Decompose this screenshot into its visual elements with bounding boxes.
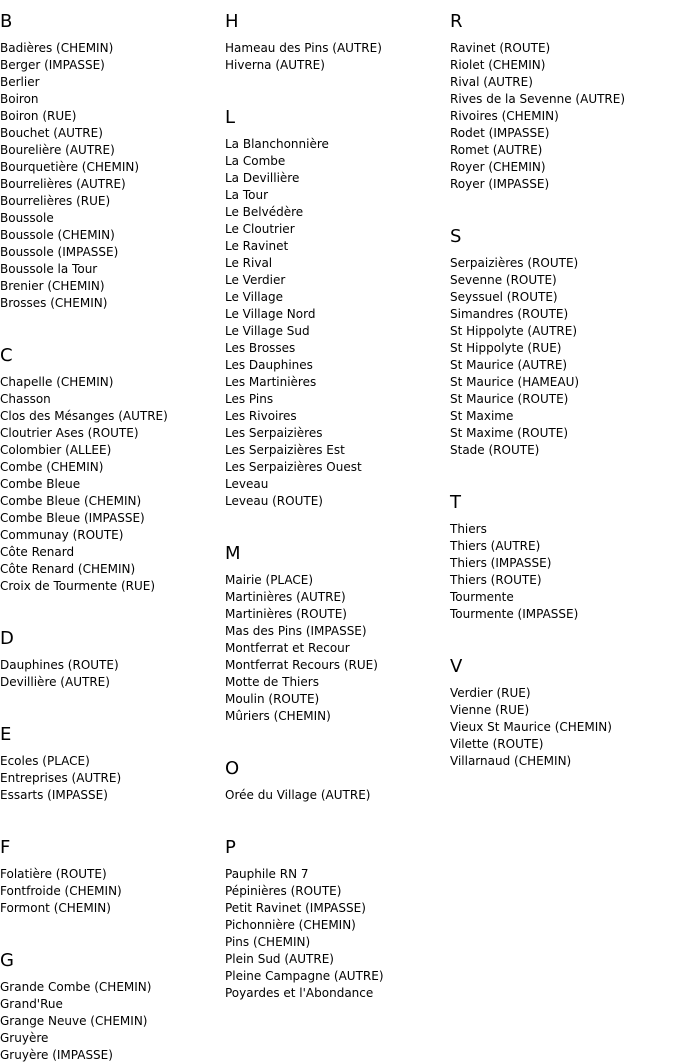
section-letter-heading: M [225,543,241,564]
street-link[interactable]: Chapelle (CHEMIN) [0,375,114,389]
street-link[interactable]: Thiers [450,522,487,536]
street-link[interactable]: Côte Renard [0,545,75,559]
street-link[interactable]: Mairie (PLACE) [225,573,314,587]
street-link[interactable]: Serpaizières (ROUTE) [450,256,579,270]
street-link[interactable]: St Hippolyte (RUE) [450,341,562,355]
street-link[interactable]: Les Serpaizières Ouest [225,460,362,474]
street-link[interactable]: St Maurice (ROUTE) [450,392,569,406]
street-link[interactable]: Martinières (AUTRE) [225,590,346,604]
street-link[interactable]: Grand'Rue [0,997,63,1011]
street-link[interactable]: Boiron (RUE) [0,109,77,123]
street-link[interactable]: Bourrelières (AUTRE) [0,177,126,191]
section-letter-heading: P [225,837,236,858]
street-link[interactable]: Rival (AUTRE) [450,75,533,89]
section-spacer [450,623,675,645]
street-link[interactable]: St Maurice (AUTRE) [450,358,568,372]
street-link[interactable]: Royer (CHEMIN) [450,160,546,174]
street-link[interactable]: Montferrat Recours (RUE) [225,658,378,672]
index-column [450,0,675,770]
street-link[interactable]: Pépinières (ROUTE) [225,884,342,898]
street-link[interactable]: Berger (IMPASSE) [0,58,105,72]
street-list [450,521,675,623]
street-link[interactable]: Entreprises (AUTRE) [0,771,122,785]
street-link[interactable]: Romet (AUTRE) [450,143,543,157]
street-link[interactable]: Rodet (IMPASSE) [450,126,550,140]
street-list [0,40,225,312]
letter-section [225,510,450,725]
street-link[interactable]: Combe Bleue (CHEMIN) [0,494,142,508]
street-link[interactable]: St Maurice (HAMEAU) [450,375,580,389]
street-link[interactable]: Motte de Thiers [225,675,319,689]
index-column [225,0,450,1002]
street-link[interactable]: Brenier (CHEMIN) [0,279,105,293]
street-link[interactable]: Pichonnière (CHEMIN) [225,918,356,932]
street-link[interactable]: Boussole [0,211,54,225]
street-link[interactable]: Combe Bleue (IMPASSE) [0,511,145,525]
street-link[interactable]: Mûriers (CHEMIN) [225,709,331,723]
street-link[interactable]: La Blanchonnière [225,137,329,151]
letter-section [0,804,225,917]
letter-section [225,804,450,1002]
street-link[interactable]: Plein Sud (AUTRE) [225,952,334,966]
street-link[interactable]: Côte Renard (CHEMIN) [0,562,136,576]
street-link[interactable]: Tourmente [450,590,514,604]
street-list [450,40,675,193]
street-link[interactable]: Boussole la Tour [0,262,98,276]
street-link[interactable]: Gruyère (IMPASSE) [0,1048,113,1062]
street-link[interactable]: Le Village Sud [225,324,310,338]
street-link[interactable]: Le Village [225,290,283,304]
street-list [225,40,450,74]
letter-section [450,11,675,193]
street-link[interactable]: Rivoires (CHEMIN) [450,109,559,123]
street-link[interactable]: Royer (IMPASSE) [450,177,550,191]
street-link[interactable]: Ecoles (PLACE) [0,754,90,768]
letter-section [0,595,225,691]
letter-section [225,725,450,804]
street-link[interactable]: Colombier (ALLEE) [0,443,112,457]
section-letter-heading: H [225,11,239,32]
street-link[interactable]: Pins (CHEMIN) [225,935,311,949]
street-link[interactable]: Simandres (ROUTE) [450,307,569,321]
street-list [0,657,225,691]
street-link[interactable]: Thiers (IMPASSE) [450,556,552,570]
street-link[interactable]: Rives de la Sevenne (AUTRE) [450,92,626,106]
street-link[interactable]: St Maxime (ROUTE) [450,426,569,440]
street-link[interactable]: Moulin (ROUTE) [225,692,320,706]
street-link[interactable]: Vienne (RUE) [450,703,530,717]
street-link[interactable]: Grange Neuve (CHEMIN) [0,1014,148,1028]
street-list [225,787,450,804]
section-letter-heading: C [0,345,13,366]
street-link[interactable]: Les Serpaizières [225,426,323,440]
street-link[interactable]: Bourrelières (RUE) [0,194,111,208]
street-link[interactable]: Boussole (CHEMIN) [0,228,115,242]
street-link[interactable]: Poyardes et l'Abondance [225,986,374,1000]
street-link[interactable]: Villarnaud (CHEMIN) [450,754,572,768]
street-link[interactable]: La Tour [225,188,269,202]
street-link[interactable]: St Hippolyte (AUTRE) [450,324,578,338]
street-link[interactable]: Le Belvédère [225,205,304,219]
street-link[interactable]: Gruyère [0,1031,49,1045]
section-letter-heading: V [450,656,463,677]
section-letter-heading: E [0,724,12,745]
section-letter-heading: G [0,950,14,971]
street-link[interactable]: Mas des Pins (IMPASSE) [225,624,367,638]
street-link[interactable]: Bouchet (AUTRE) [0,126,103,140]
street-link[interactable]: Verdier (RUE) [450,686,531,700]
street-link[interactable]: Chasson [0,392,51,406]
street-list [225,866,450,1002]
street-link[interactable]: Les Martinières [225,375,317,389]
street-link[interactable]: St Maxime [450,409,514,423]
street-link[interactable]: Bourquetière (CHEMIN) [0,160,140,174]
index-column [0,0,225,1064]
street-link[interactable]: Vilette (ROUTE) [450,737,544,751]
street-link[interactable]: Badières (CHEMIN) [0,41,114,55]
section-letter-heading: F [0,837,11,858]
letter-section [0,917,225,1064]
section-spacer [0,691,225,713]
street-list [450,685,675,770]
street-link[interactable]: Fontfroide (CHEMIN) [0,884,122,898]
section-spacer [0,312,225,334]
section-letter-heading: L [225,107,236,128]
street-link[interactable]: Folatière (ROUTE) [0,867,107,881]
street-link[interactable]: Essarts (IMPASSE) [0,788,108,802]
street-list [0,866,225,917]
street-link[interactable]: Thiers (AUTRE) [450,539,541,553]
street-link[interactable]: Les Pins [225,392,274,406]
street-list [225,572,450,725]
street-link[interactable]: Combe (CHEMIN) [0,460,104,474]
section-letter-heading: T [450,492,461,513]
street-link[interactable]: Vieux St Maurice (CHEMIN) [450,720,612,734]
street-link[interactable]: Croix de Tourmente (RUE) [0,579,156,593]
street-link[interactable]: Riolet (CHEMIN) [450,58,546,72]
street-link[interactable]: Stade (ROUTE) [450,443,540,457]
street-link[interactable]: Sevenne (ROUTE) [450,273,557,287]
street-list [0,979,225,1064]
section-spacer [450,459,675,481]
street-link[interactable]: La Combe [225,154,286,168]
street-link[interactable]: Berlier [0,75,40,89]
section-spacer [225,804,450,826]
street-link[interactable]: Pleine Campagne (AUTRE) [225,969,384,983]
section-letter-heading: S [450,226,462,247]
street-link[interactable]: Leveau [225,477,269,491]
street-link[interactable]: Grande Combe (CHEMIN) [0,980,152,994]
street-link[interactable]: Tourmente (IMPASSE) [450,607,579,621]
street-link[interactable]: Boiron [0,92,39,106]
letter-section [450,193,675,459]
street-link[interactable]: Dauphines (ROUTE) [0,658,119,672]
section-letter-heading: D [0,628,14,649]
section-spacer [225,725,450,747]
street-link[interactable]: Petit Ravinet (IMPASSE) [225,901,366,915]
section-spacer [0,917,225,939]
section-spacer [0,595,225,617]
street-link[interactable]: Les Brosses [225,341,296,355]
letter-section [450,623,675,770]
section-spacer [225,510,450,532]
street-link[interactable]: Le Cloutrier [225,222,295,236]
street-link[interactable]: Thiers (ROUTE) [450,573,542,587]
section-spacer [0,804,225,826]
street-link[interactable]: Les Rivoires [225,409,297,423]
street-link[interactable]: Ravinet (ROUTE) [450,41,551,55]
street-link[interactable]: Formont (CHEMIN) [0,901,111,915]
street-link[interactable]: Seyssuel (ROUTE) [450,290,558,304]
street-link[interactable]: Brosses (CHEMIN) [0,296,108,310]
street-link[interactable]: Le Ravinet [225,239,289,253]
street-link[interactable]: Devillière (AUTRE) [0,675,110,689]
street-link[interactable]: Le Verdier [225,273,286,287]
section-letter-heading: R [450,11,463,32]
street-list [0,374,225,595]
street-link[interactable]: Pauphile RN 7 [225,867,309,881]
letter-section [450,459,675,623]
street-link[interactable]: Hameau des Pins (AUTRE) [225,41,382,55]
street-link[interactable]: Les Dauphines [225,358,313,372]
street-link[interactable]: Orée du Village (AUTRE) [225,788,371,802]
street-link[interactable]: Cloutrier Ases (ROUTE) [0,426,139,440]
street-link[interactable]: Hiverna (AUTRE) [225,58,325,72]
section-spacer [225,74,450,96]
street-link[interactable]: La Devillière [225,171,300,185]
street-list [0,753,225,804]
section-letter-heading: O [225,758,240,779]
street-link[interactable]: Les Serpaizières Est [225,443,345,457]
letter-section [0,691,225,804]
street-link[interactable]: Le Rival [225,256,273,270]
street-link[interactable]: Le Village Nord [225,307,316,321]
street-link[interactable]: Leveau (ROUTE) [225,494,323,508]
street-list [450,255,675,459]
letter-section [225,74,450,510]
section-letter-heading: B [0,11,13,32]
letter-section [225,11,450,74]
street-link[interactable]: Boussole (IMPASSE) [0,245,119,259]
section-spacer [450,193,675,215]
street-link[interactable]: Montferrat et Recour [225,641,350,655]
street-link[interactable]: Communay (ROUTE) [0,528,124,542]
letter-section [0,312,225,595]
letter-section [0,11,225,312]
street-link[interactable]: Clos des Mésanges (AUTRE) [0,409,168,423]
street-link[interactable]: Combe Bleue [0,477,81,491]
street-link[interactable]: Bourelière (AUTRE) [0,143,115,157]
street-link[interactable]: Martinières (ROUTE) [225,607,347,621]
street-list [225,136,450,510]
